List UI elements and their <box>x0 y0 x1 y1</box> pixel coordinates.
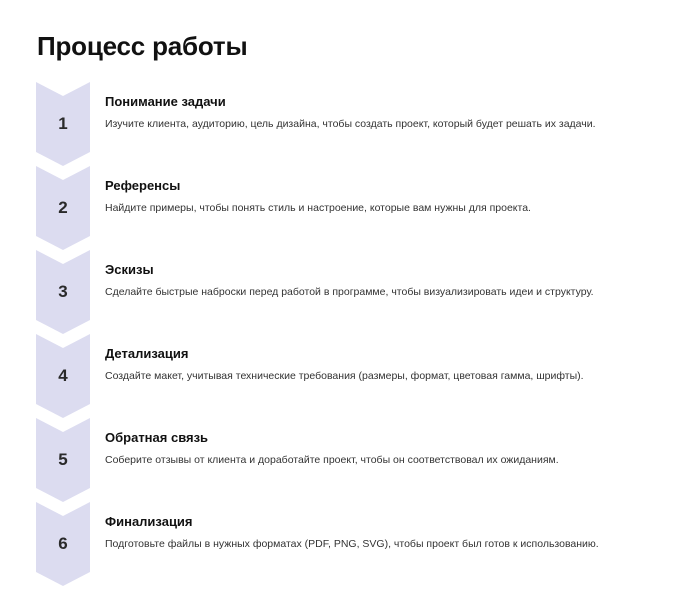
step-title: Финализация <box>105 514 193 529</box>
process-step-1 <box>0 82 700 166</box>
step-title: Обратная связь <box>105 430 209 445</box>
step-title: Детализация <box>105 346 189 361</box>
step-description: Соберите отзывы от клиента и доработайте проект, чтобы он соответствовал их ожиданиям. <box>105 454 559 466</box>
process-step-6 <box>0 502 700 586</box>
process-steps-list <box>0 82 700 586</box>
process-step-3 <box>0 250 700 334</box>
step-number: 4 <box>58 366 68 385</box>
step-number: 5 <box>58 450 68 469</box>
step-title: Эскизы <box>105 262 154 277</box>
step-description: Изучите клиента, аудиторию, цель дизайна, чтобы создать проект, который будет решать их задачи. <box>105 118 596 130</box>
process-step-2 <box>0 166 700 250</box>
page-title: Процесс работы <box>37 31 248 61</box>
step-description: Сделайте быстрые наброски перед работой в программе, чтобы визуализировать идеи и структуру. <box>105 286 594 298</box>
process-step-4 <box>0 334 700 418</box>
process-step-5 <box>0 418 700 502</box>
step-title: Референсы <box>105 178 181 193</box>
step-number: 3 <box>58 282 68 301</box>
step-description: Создайте макет, учитывая технические требования (размеры, формат, цветовая гамма, шрифты). <box>105 370 584 382</box>
step-description: Найдите примеры, чтобы понять стиль и настроение, которые вам нужны для проекта. <box>105 202 531 214</box>
step-title: Понимание задачи <box>105 94 226 109</box>
step-number: 6 <box>58 534 68 553</box>
step-number: 1 <box>58 114 68 133</box>
step-number: 2 <box>58 198 68 217</box>
step-description: Подготовьте файлы в нужных форматах (PDF, PNG, SVG), чтобы проект был готов к использованию. <box>105 538 599 550</box>
